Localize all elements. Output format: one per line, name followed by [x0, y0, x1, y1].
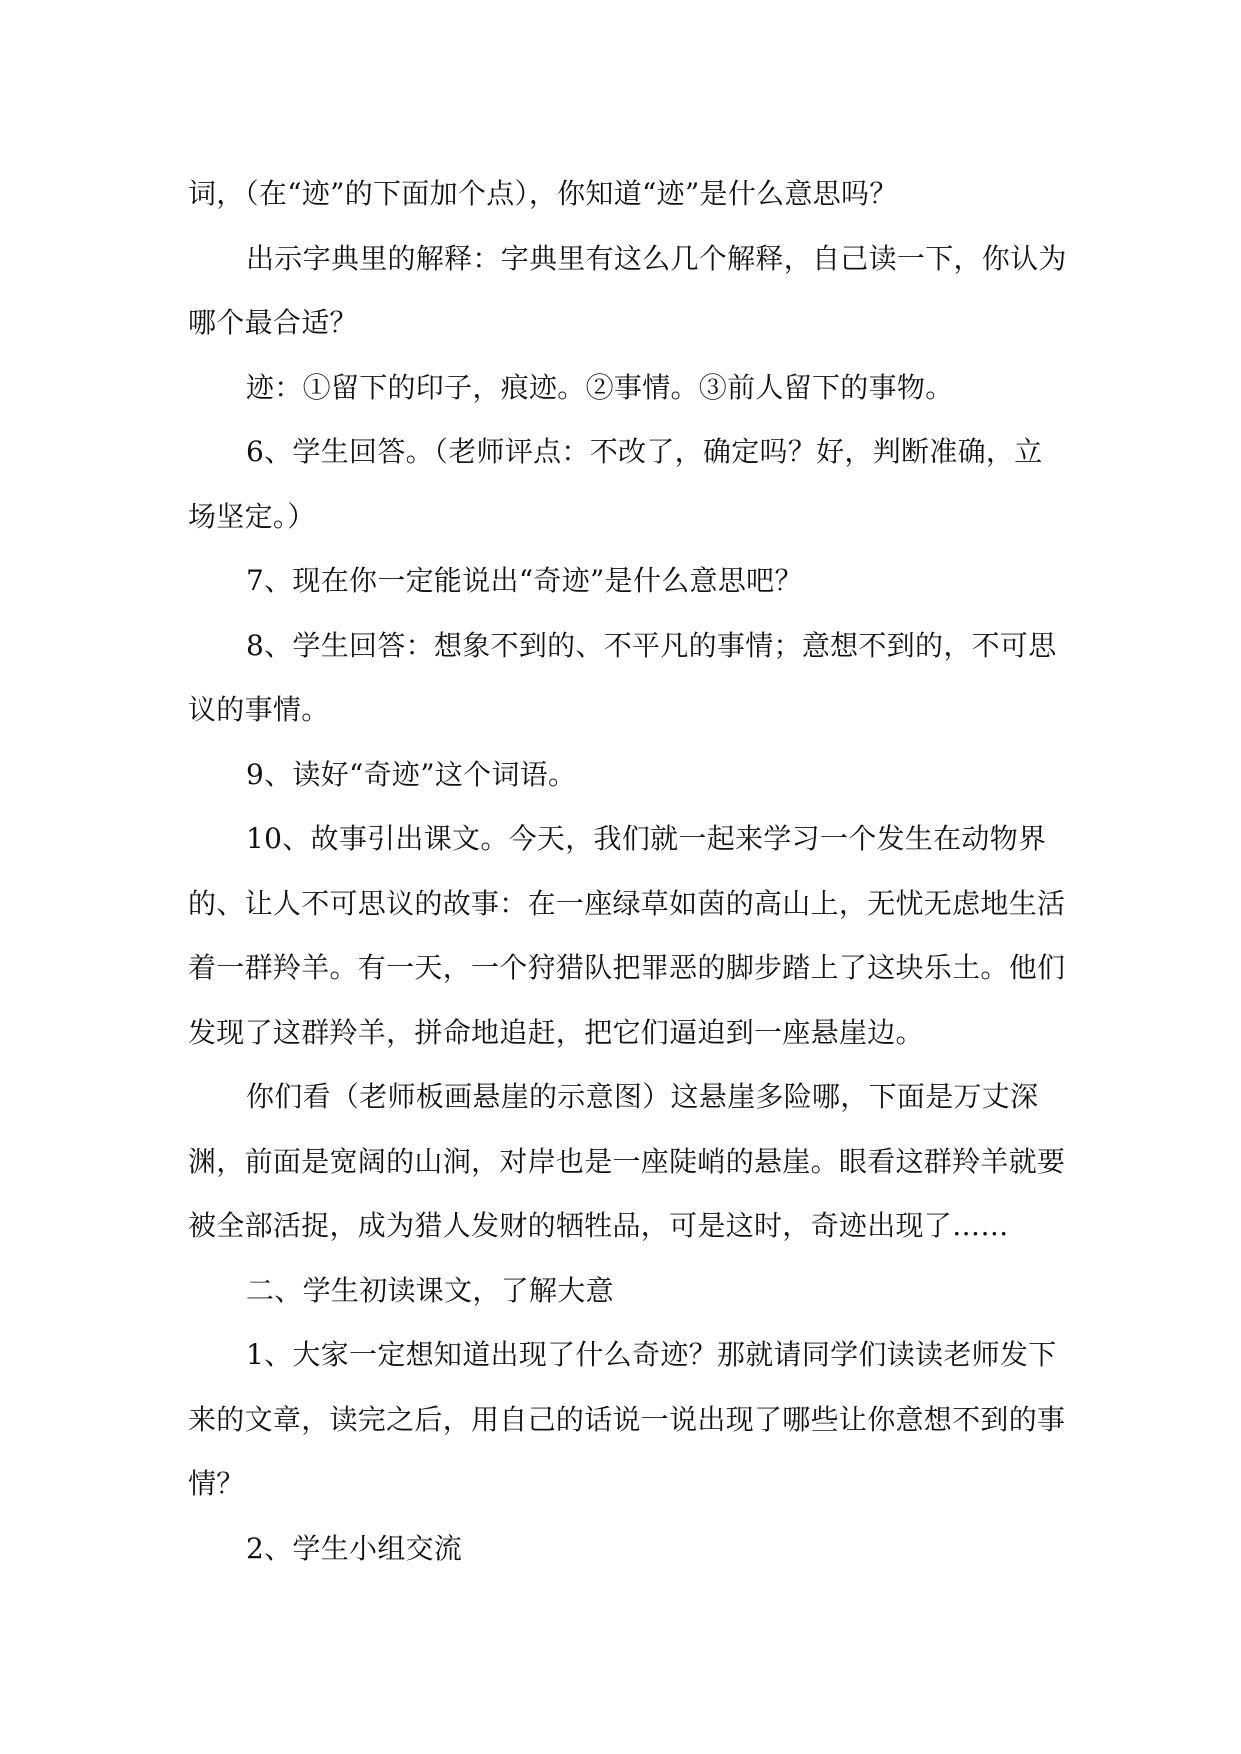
- paragraph: 8、学生回答：想象不到的、不平凡的事情；意想不到的，不可思议的事情。: [188, 628, 1057, 726]
- paragraph: 2、学生小组交流: [246, 1531, 463, 1565]
- paragraph: 出示字典里的解释：字典里有这么几个解释，自己读一下，你认为哪个最合适？: [188, 241, 1067, 339]
- paragraph: 7、现在你一定能说出“奇迹”是什么意思吧？: [246, 564, 803, 597]
- paragraph: 词，（在“迹”的下面加个点），你知道“迹”是什么意思吗？: [188, 177, 898, 210]
- section-heading: 二、学生初读课文，了解大意: [246, 1273, 614, 1307]
- paragraph: 1、大家一定想知道出现了什么奇迹？那就请同学们读读老师发下来的文章，读完之后，用自己的话说一说出现了哪些让你意想不到的事情？: [188, 1338, 1066, 1500]
- paragraph: 6、学生回答。（老师评点：不改了，确定吗？好，判断准确，立场坚定。）: [188, 435, 1043, 533]
- paragraph: 9、读好“奇迹”这个词语。: [246, 757, 577, 791]
- paragraph: 你们看（老师板画悬崖的示意图）这悬崖多险哪，下面是万丈深渊，前面是宽阔的山涧，对岸也是一座陡峭的悬崖。眼看这群羚羊就要被全部活捉，成为猎人发财的牺牲品，可是这时，奇迹出现了……: [188, 1080, 1066, 1242]
- document-body: [188, 162, 1068, 1581]
- paragraph: 10、故事引出课文。今天，我们就一起来学习一个发生在动物界的、让人不可思议的故事：在一座绿草如茵的高山上，无忧无虑地生活着一群羚羊。有一天，一个狩猎队把罪恶的脚步踏上了这块乐土。他们发现了这群羚羊，拼命地追赶，把它们逼迫到一座悬崖边。: [188, 822, 1066, 1049]
- paragraph: 迹：①留下的印子，痕迹。②事情。③前人留下的事物。: [246, 370, 954, 404]
